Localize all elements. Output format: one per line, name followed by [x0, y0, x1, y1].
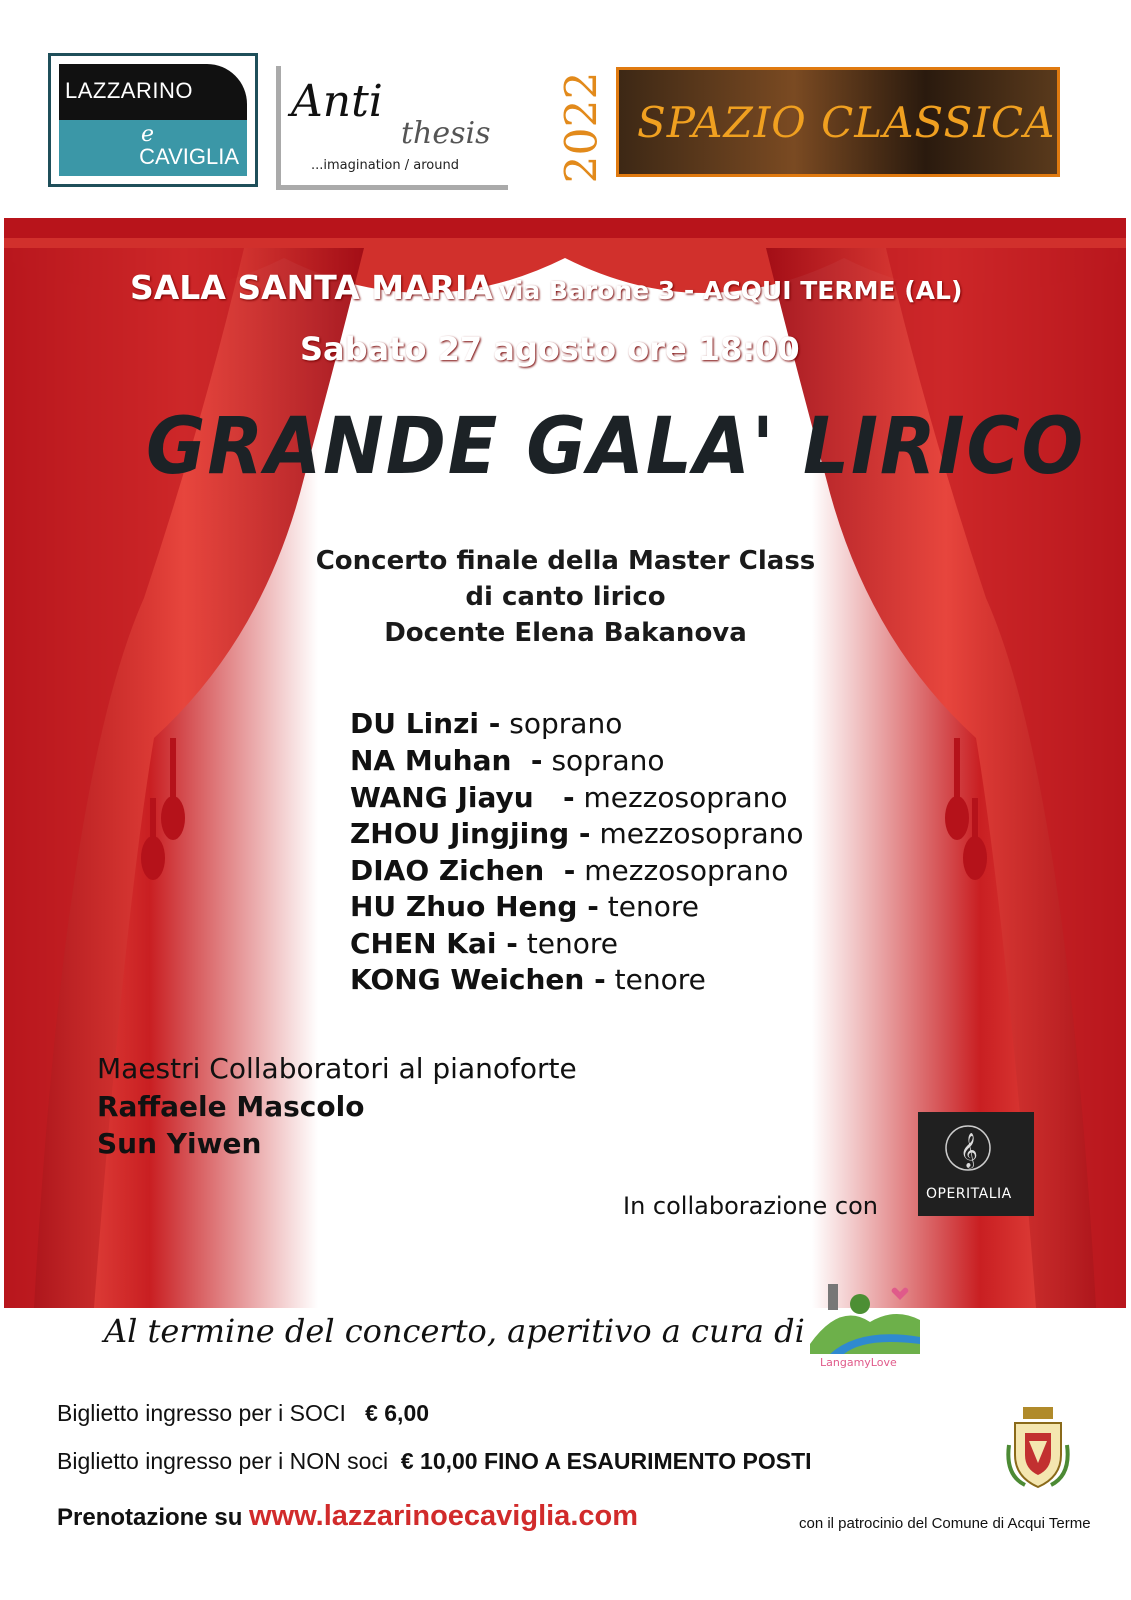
singer-name: CHEN Kai -: [350, 927, 518, 960]
singer-voice: mezzosoprano: [583, 781, 788, 814]
singer-name: DU Linzi -: [350, 707, 501, 740]
ticket-label: Biglietto ingresso per i SOCI: [57, 1400, 346, 1426]
singer-voice: tenore: [607, 890, 699, 923]
singer-voice: mezzosoprano: [584, 854, 789, 887]
landscape-icon: [810, 1282, 920, 1354]
antithesis-word-thesis: thesis: [401, 116, 491, 151]
comune-crest-icon: [1005, 1405, 1071, 1491]
antithesis-word-anti: Anti: [291, 76, 383, 127]
venue-name: SALA SANTA MARIA: [130, 268, 493, 307]
svg-text:𝄞: 𝄞: [960, 1133, 978, 1168]
singer-name: NA Muhan -: [350, 744, 543, 777]
singer-row: [350, 817, 804, 850]
singer-voice: tenore: [526, 927, 618, 960]
treble-clef-icon: [918, 1112, 1034, 1182]
subtitle-line-3: Docente Elena Bakanova: [384, 618, 747, 648]
year-label: [557, 62, 607, 182]
ticket-non-soci: [57, 1448, 812, 1475]
booking-url-link[interactable]: www.lazzarinoecaviglia.com: [249, 1500, 638, 1532]
singer-row: [350, 963, 706, 996]
singer-row: [350, 781, 788, 814]
venue-line: [130, 268, 962, 307]
pianist-name: Sun Yiwen: [97, 1127, 262, 1160]
pianist-name: Raffaele Mascolo: [97, 1090, 365, 1123]
event-title: GRANDE GALA' LIRICO: [146, 402, 1086, 492]
singer-name: DIAO Zichen -: [350, 854, 576, 887]
singer-row: [350, 927, 618, 960]
spazio-classica-text: SPAZIO CLASSICA: [637, 98, 1056, 147]
ticket-price: € 6,00: [365, 1400, 430, 1426]
antithesis-tagline: ...imagination / around: [311, 158, 459, 173]
singer-row: [350, 707, 622, 740]
operitalia-text: OPERITALIA: [926, 1186, 1012, 1202]
lazzarino-caviglia-logo: [48, 53, 258, 187]
patronage-text: con il patrocinio del Comune di Acqui Terme: [799, 1515, 1091, 1532]
singer-voice: mezzosoprano: [599, 817, 804, 850]
aperitivo-text: Al termine del concerto, aperitivo a cura di: [104, 1312, 805, 1350]
pianists-label: Maestri Collaboratori al pianoforte: [97, 1052, 577, 1085]
singer-voice: tenore: [614, 963, 706, 996]
singer-row: [350, 854, 788, 887]
singer-name: ZHOU Jingjing -: [350, 817, 591, 850]
subtitle-line-1: Concerto finale della Master Class: [315, 546, 816, 576]
singer-row: [350, 744, 664, 777]
collaboration-label: In collaborazione con: [623, 1192, 878, 1220]
spazio-classica-logo: [616, 67, 1060, 177]
singer-name: HU Zhuo Heng -: [350, 890, 599, 923]
subtitle-line-2: di canto lirico: [465, 582, 666, 612]
operitalia-logo: [918, 1112, 1034, 1216]
year-text: 2022: [556, 71, 608, 184]
singer-name: KONG Weichen -: [350, 963, 606, 996]
singer-name: WANG Jiayu -: [350, 781, 575, 814]
langa-my-love-logo: [810, 1282, 920, 1374]
logo-text-lazzarino: LAZZARINO: [65, 78, 193, 103]
ticket-soci: [57, 1400, 429, 1427]
ticket-price: € 10,00 FINO A ESAURIMENTO POSTI: [400, 1448, 812, 1474]
event-datetime: Sabato 27 agosto ore 18:00: [300, 330, 800, 368]
langa-text: LangamyLove: [820, 1356, 897, 1369]
venue-address: via Barone 3 - ACQUI TERME (AL): [498, 276, 963, 305]
antithesis-logo: [276, 66, 508, 190]
ticket-label: Biglietto ingresso per i NON soci: [57, 1448, 389, 1474]
logo-text-caviglia: CAVIGLIA: [139, 144, 239, 169]
booking-label: Prenotazione su: [57, 1504, 243, 1531]
booking-line: [57, 1500, 638, 1533]
singer-voice: soprano: [551, 744, 665, 777]
singer-row: [350, 890, 699, 923]
logo-text-e: e: [141, 122, 155, 147]
singer-voice: soprano: [509, 707, 623, 740]
